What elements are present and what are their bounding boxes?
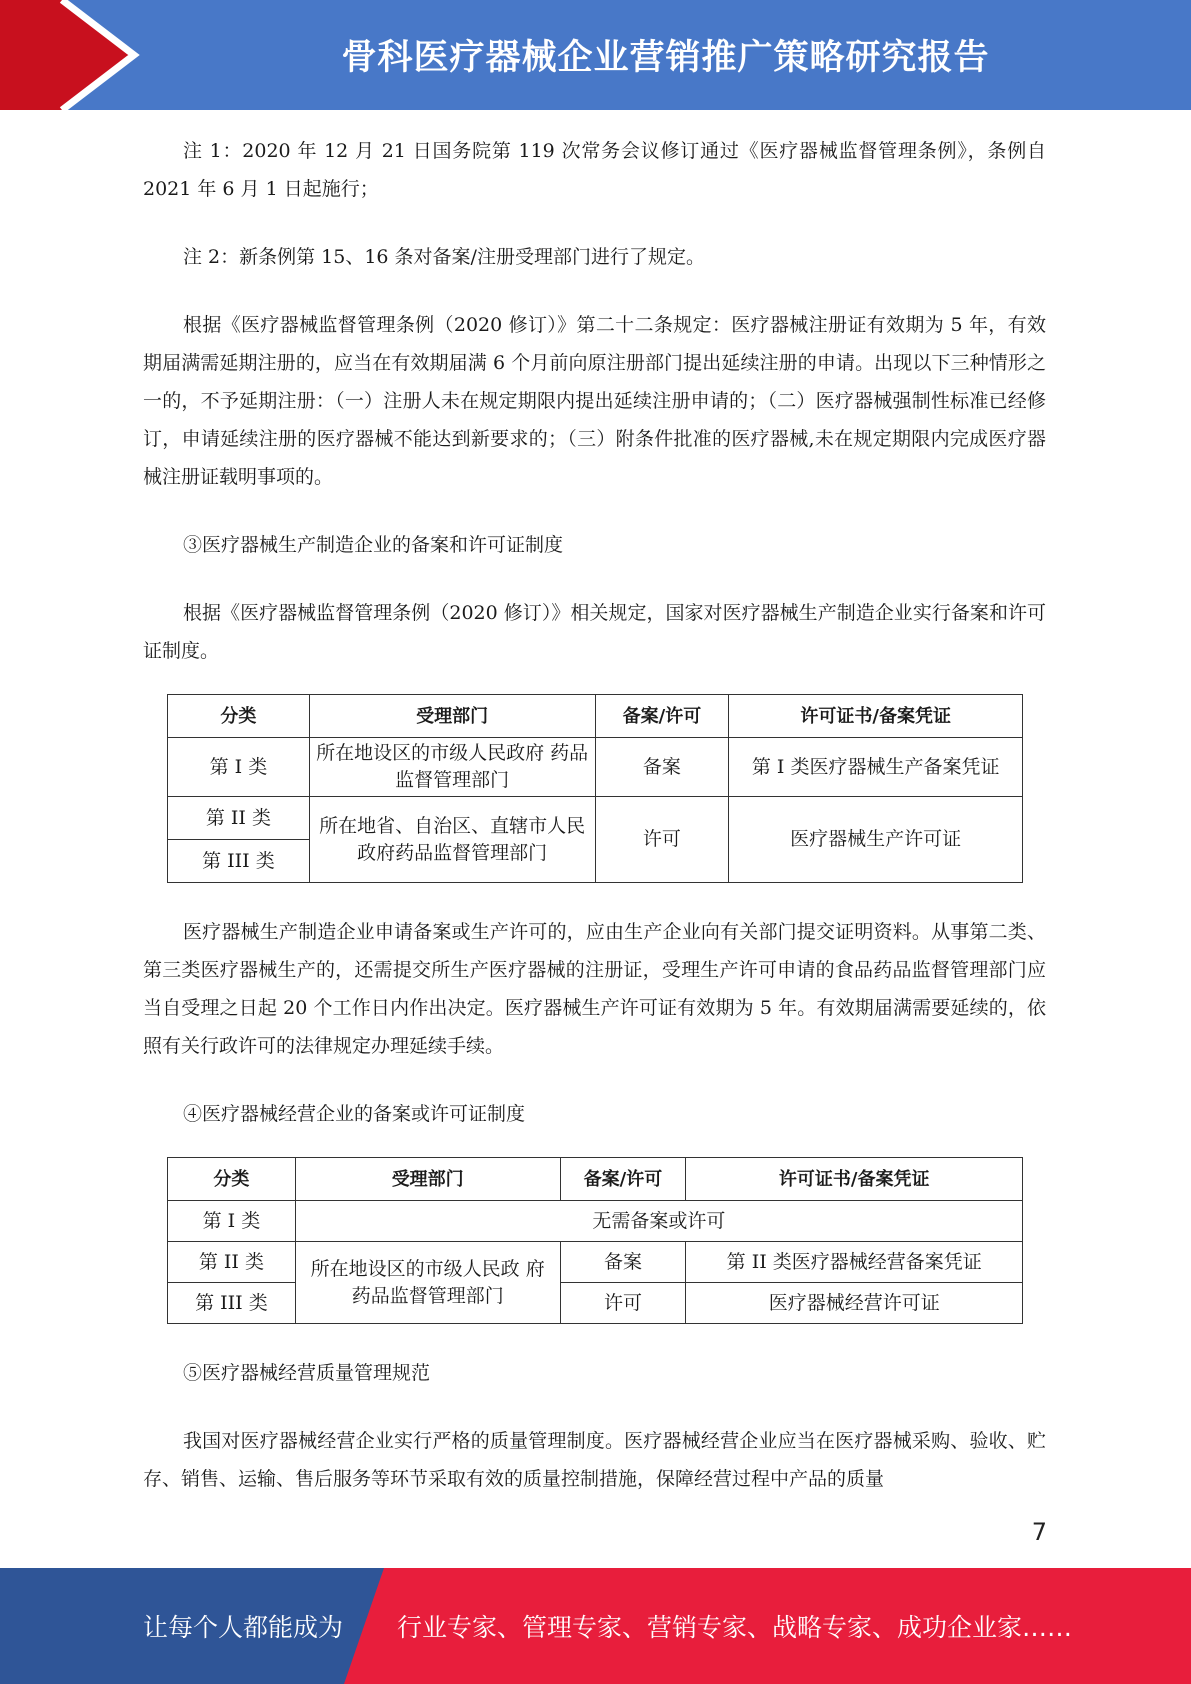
cell-category: 第 II 类: [168, 797, 310, 840]
section-heading-3: ③医疗器械生产制造企业的备案和许可证制度: [183, 534, 564, 556]
cell-certificate: 医疗器械经营许可证: [686, 1283, 1023, 1324]
table-row: [168, 1201, 1023, 1242]
table-header-row: [168, 695, 1023, 738]
cell-certificate: 第 II 类医疗器械经营备案凭证: [686, 1242, 1023, 1283]
cell-category: 第 III 类: [168, 1283, 296, 1324]
cell-department: 所在地设区的市级人民政府 药品监督管理部门: [309, 738, 595, 797]
cell-category: 第 I 类: [168, 1201, 296, 1242]
col-header-type: 备案/许可: [595, 695, 729, 738]
cell-certificate: 第 I 类医疗器械生产备案凭证: [729, 738, 1023, 797]
col-header-type: 备案/许可: [560, 1158, 686, 1201]
production-intro: 根据《医疗器械监督管理条例（2020 修订）》相关规定，国家对医疗器械生产制造企业实行备案和许可证制度。: [143, 602, 1046, 662]
col-header-category: 分类: [168, 695, 310, 738]
renewal-paragraph: 根据《医疗器械监督管理条例（2020 修订）》第二十二条规定：医疗器械注册证有效期为 5 年，有效期届满需延期注册的，应当在有效期届满 6 个月前向原注册部门提出延续注册的申请。出现以下三种情形之一的，不予延期注册：（一）注册人未在规定期限内提出延续注册申请的；（二）医疗器械强制性标准已经修订，申请延续注册的医疗器械不能达到新要求的；（三）附条件批准的医疗器械,未在规定期限内完成医疗器械注册证载明事项的。: [143, 314, 1046, 488]
quality-paragraph: 我国对医疗器械经营企业实行严格的质量管理制度。医疗器械经营企业应当在医疗器械采购、验收、贮存、销售、运输、售后服务等环节采取有效的质量控制措施，保障经营过程中产品的质量: [143, 1430, 1046, 1490]
page-number: 7: [1031, 1518, 1047, 1546]
production-detail: 医疗器械生产制造企业申请备案或生产许可的，应由生产企业向有关部门提交证明资料。从事第二类、第三类医疗器械生产的，还需提交所生产医疗器械的注册证，受理生产许可申请的食品药品监督管理部门应当自受理之日起 20 个工作日内作出决定。医疗器械生产许可证有效期为 5 年。有效期届满需要延续的，依照有关行政许可的法律规定办理延续手续。: [143, 921, 1046, 1057]
cell-type-merged: 许可: [595, 797, 729, 883]
col-header-department: 受理部门: [295, 1158, 560, 1201]
col-header-category: 分类: [168, 1158, 296, 1201]
cell-category: 第 I 类: [168, 738, 310, 797]
cell-type: 备案: [595, 738, 729, 797]
page-header: [0, 0, 1191, 110]
cell-no-filing-required: 无需备案或许可: [295, 1201, 1022, 1242]
footer-slogan-right: 行业专家、管理专家、营销专家、战略专家、成功企业家……: [397, 1613, 1073, 1642]
col-header-certificate: 许可证书/备案凭证: [729, 695, 1023, 738]
table-row: [168, 797, 1023, 840]
cell-type: 许可: [560, 1283, 686, 1324]
cell-department-merged: 所在地设区的市级人民政 府药品监督管理部门: [295, 1242, 560, 1324]
cell-certificate-merged: 医疗器械生产许可证: [729, 797, 1023, 883]
cell-category: 第 III 类: [168, 840, 310, 883]
col-header-department: 受理部门: [309, 695, 595, 738]
report-title: 骨科医疗器械企业营销推广策略研究报告: [341, 38, 990, 78]
section-heading-5: ⑤医疗器械经营质量管理规范: [183, 1362, 431, 1384]
table-row: [168, 1242, 1023, 1283]
note-2: 注 2：新条例第 15、16 条对备案/注册受理部门进行了规定。: [183, 246, 705, 268]
table-header-row: [168, 1158, 1023, 1201]
section-heading-4: ④医疗器械经营企业的备案或许可证制度: [183, 1103, 526, 1125]
cell-department-merged: 所在地省、自治区、直辖市人民政府药品监督管理部门: [309, 797, 595, 883]
col-header-certificate: 许可证书/备案凭证: [686, 1158, 1023, 1201]
note-1: 注 1：2020 年 12 月 21 日国务院第 119 次常务会议修订通过《医疗器械监督管理条例》，条例自 2021 年 6 月 1 日起施行；: [143, 140, 1046, 200]
document-body: [143, 132, 1046, 1498]
table-row: [168, 738, 1023, 797]
footer-slogan-left: 让每个人都能成为: [143, 1613, 344, 1642]
cell-type: 备案: [560, 1242, 686, 1283]
header-arrow-icon: [0, 0, 150, 110]
production-license-table: [167, 694, 1023, 883]
page-footer: [0, 1568, 1191, 1684]
cell-category: 第 II 类: [168, 1242, 296, 1283]
distribution-license-table: [167, 1157, 1023, 1324]
